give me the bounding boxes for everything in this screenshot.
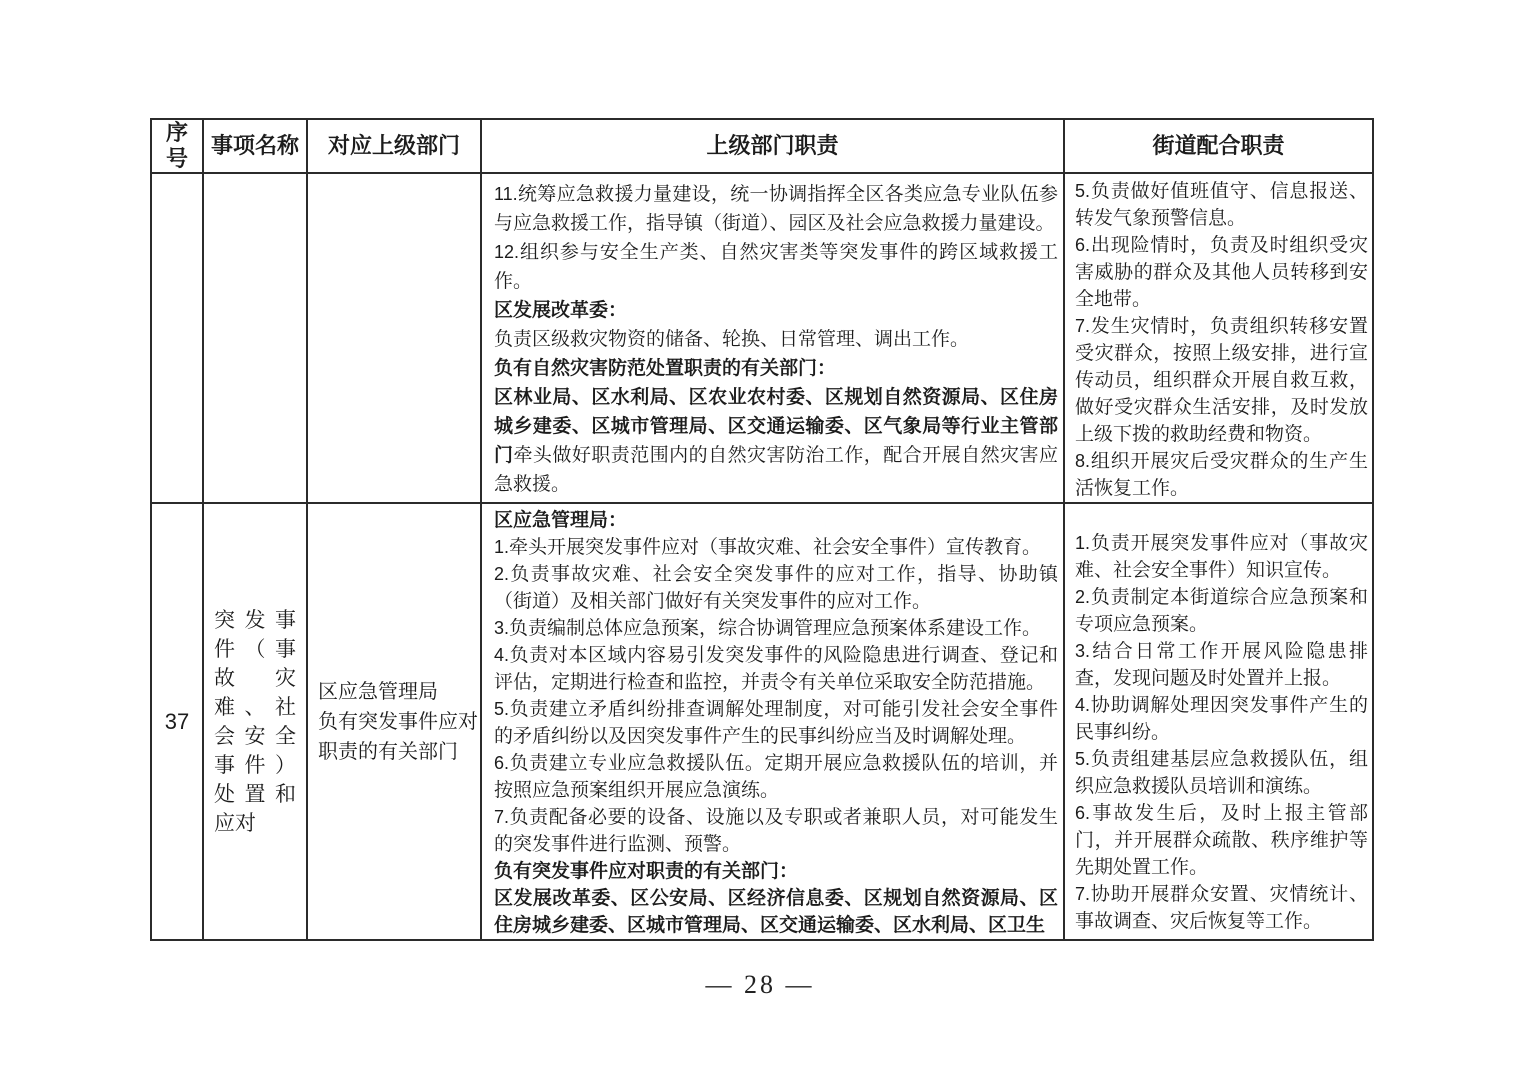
street-duty-paragraph xyxy=(1075,746,1368,800)
item-number: 2. xyxy=(494,564,510,584)
item-number: 5. xyxy=(494,699,510,719)
department-line: 区应急管理局 xyxy=(318,680,438,703)
item-number: 11. xyxy=(494,184,518,204)
table-body xyxy=(151,173,1373,940)
text: 牵头开展突发事件应对（事故灾难、社会安全事件）宣传教育。 xyxy=(509,537,1042,558)
cell-seq-number xyxy=(151,173,203,503)
bold-text: 区林业局、区水利局、区农业农村委、区规划自然资源局、区住房城乡建委、区城市管理局、区交通运输委、区气象局等行业主管部门 xyxy=(494,387,1058,466)
street-duty-paragraph xyxy=(1075,232,1368,313)
cell-item-name: 突发事件（事故灾难、社会安全事件）处置和应对 xyxy=(203,503,307,940)
cell-street-duties xyxy=(1064,173,1373,503)
item-number: 3. xyxy=(1075,641,1091,661)
superior-duty-paragraph xyxy=(494,180,1058,238)
street-duty-paragraph xyxy=(1075,881,1368,935)
cell-seq-number: 37 xyxy=(151,503,203,940)
item-number: 2. xyxy=(1075,587,1091,607)
header-item-name: 事项名称 xyxy=(203,119,307,173)
text: 负责制定本街道综合应急预案和专项应急预案。 xyxy=(1075,587,1368,635)
page-number: — 28 — xyxy=(705,970,815,999)
item-number: 7. xyxy=(494,807,510,827)
text: 负责区级救灾物资的储备、轮换、日常管理、调出工作。 xyxy=(494,329,970,350)
superior-duty-paragraph xyxy=(494,534,1058,561)
table-header xyxy=(151,119,1373,173)
superior-duty-paragraph xyxy=(494,750,1058,804)
bold-text: 区发展改革委、区公安局、区经济信息委、区规划自然资源局、区住房城乡建委、区城市管理局、区交通运输委、区水利局、区卫生 xyxy=(494,888,1058,936)
superior-duty-paragraph xyxy=(494,804,1058,858)
text: 事故发生后，及时上报主管部门，并开展群众疏散、秩序维护等先期处置工作。 xyxy=(1075,803,1368,878)
text: 负责做好值班值守、信息报送、转发气象预警信息。 xyxy=(1075,181,1368,229)
item-number: 7. xyxy=(1075,316,1091,336)
department-line: 负有突发事件应对职责的有关部门 xyxy=(318,710,478,763)
item-number: 5. xyxy=(1075,181,1091,201)
header-street-duties: 街道配合职责 xyxy=(1064,119,1373,173)
cell-street-duties xyxy=(1064,503,1373,940)
street-duty-paragraph xyxy=(1075,638,1368,692)
cell-superior-department xyxy=(307,173,481,503)
superior-duty-paragraph xyxy=(494,296,1058,325)
item-number: 6. xyxy=(494,753,510,773)
superior-duty-paragraph xyxy=(494,642,1058,696)
header-superior-duties: 上级部门职责 xyxy=(481,119,1064,173)
item-number: 7. xyxy=(1075,884,1091,904)
text: 结合日常工作开展风险隐患排查，发现问题及时处置并上报。 xyxy=(1075,641,1368,689)
item-number: 6. xyxy=(1075,803,1091,823)
responsibility-table xyxy=(150,118,1374,941)
text: 组织开展灾后受灾群众的生产生活恢复工作。 xyxy=(1075,451,1368,499)
item-number: 12. xyxy=(494,242,520,262)
bold-text: 区发展改革委： xyxy=(494,300,628,321)
cell-superior-department xyxy=(307,503,481,940)
superior-duty-paragraph xyxy=(494,325,1058,354)
street-duty-paragraph xyxy=(1075,448,1368,502)
superior-duty-paragraph xyxy=(494,858,1058,885)
superior-duty-paragraph xyxy=(494,615,1058,642)
superior-duty-paragraph xyxy=(494,561,1058,615)
text: 统筹应急救援力量建设，统一协调指挥全区各类应急专业队伍参与应急救援工作，指导镇（街道）、园区及社会应急救援力量建设。 xyxy=(494,184,1058,234)
text: 协助调解处理因突发事件产生的民事纠纷。 xyxy=(1075,695,1368,743)
item-number: 4. xyxy=(494,645,510,665)
street-duty-paragraph xyxy=(1075,692,1368,746)
text: 负责建立专业应急救援队伍。定期开展应急救援队伍的培训，并按照应急预案组织开展应急演练。 xyxy=(494,753,1058,801)
superior-duty-paragraph xyxy=(494,507,1058,534)
bold-text: 负有突发事件应对职责的有关部门： xyxy=(494,861,799,882)
superior-duty-paragraph xyxy=(494,383,1058,499)
text: 出现险情时，负责及时组织受灾害威胁的群众及其他人员转移到安全地带。 xyxy=(1075,235,1368,310)
text: 负责组建基层应急救援队伍，组织应急救援队员培训和演练。 xyxy=(1075,749,1368,797)
item-number: 8. xyxy=(1075,451,1091,471)
text: 负责事故灾难、社会安全突发事件的应对工作，指导、协助镇（街道）及相关部门做好有关突发事件的应对工作。 xyxy=(494,564,1058,612)
text: 协助开展群众安置、灾情统计、事故调查、灾后恢复等工作。 xyxy=(1075,884,1368,932)
item-number: 1. xyxy=(1075,533,1091,553)
bold-text: 负有自然灾害防范处置职责的有关部门： xyxy=(494,358,837,379)
table-row xyxy=(151,173,1373,503)
cell-item-name xyxy=(203,173,307,503)
cell-superior-duties xyxy=(481,173,1064,503)
text: 负责编制总体应急预案，综合协调管理应急预案体系建设工作。 xyxy=(509,618,1042,639)
superior-duty-paragraph xyxy=(494,238,1058,296)
street-duty-paragraph xyxy=(1075,530,1368,584)
superior-duty-paragraph xyxy=(494,696,1058,750)
text: 发生灾情时，负责组织转移安置受灾群众，按照上级安排，进行宣传动员，组织群众开展自救互救，做好受灾群众生活安排，及时发放上级下拨的救助经费和物资。 xyxy=(1075,316,1368,445)
text: 负责对本区域内容易引发突发事件的风险隐患进行调查、登记和评估，定期进行检查和监控，并责令有关单位采取安全防范措施。 xyxy=(494,645,1058,693)
item-number: 4. xyxy=(1075,695,1091,715)
table-header-row xyxy=(151,119,1373,173)
text: 负责配备必要的设备、设施以及专职或者兼职人员，对可能发生的突发事件进行监测、预警。 xyxy=(494,807,1058,855)
street-duty-paragraph xyxy=(1075,800,1368,881)
street-duty-paragraph xyxy=(1075,313,1368,448)
text: 牵头做好职责范围内的自然灾害防治工作，配合开展自然灾害应急救援。 xyxy=(494,445,1058,495)
street-duty-paragraph xyxy=(1075,584,1368,638)
table-row xyxy=(151,503,1373,940)
street-duty-paragraph xyxy=(1075,178,1368,232)
text: 负责开展突发事件应对（事故灾难、社会安全事件）知识宣传。 xyxy=(1075,533,1368,581)
item-number: 1. xyxy=(494,537,510,557)
header-seq-number: 序号 xyxy=(151,119,203,173)
item-number: 6. xyxy=(1075,235,1091,255)
item-number: 5. xyxy=(1075,749,1091,769)
cell-superior-duties xyxy=(481,503,1064,940)
text: 负责建立矛盾纠纷排查调解处理制度，对可能引发社会安全事件的矛盾纠纷以及因突发事件产生的民事纠纷应当及时调解处理。 xyxy=(494,699,1058,747)
superior-duty-paragraph xyxy=(494,354,1058,383)
text: 组织参与安全生产类、自然灾害类等突发事件的跨区域救援工作。 xyxy=(494,242,1058,292)
bold-text: 区应急管理局： xyxy=(494,510,628,531)
superior-duty-paragraph xyxy=(494,885,1058,939)
item-number: 3. xyxy=(494,618,510,638)
header-superior-department: 对应上级部门 xyxy=(307,119,481,173)
